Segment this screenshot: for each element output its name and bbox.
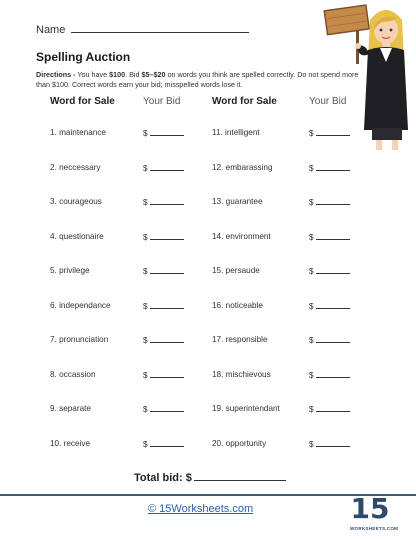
bid-field[interactable] xyxy=(309,197,350,207)
bid-line[interactable] xyxy=(150,266,184,274)
bid-line[interactable] xyxy=(150,163,184,171)
directions-text-1: You have xyxy=(77,70,108,79)
total-bid-label: Total bid: $ xyxy=(134,472,192,484)
bid-header-left: Your Bid xyxy=(143,96,181,107)
total-bid-line[interactable] xyxy=(194,471,286,481)
copyright-link[interactable]: © 15Worksheets.com xyxy=(148,503,254,515)
teacher-holding-sign-illustration xyxy=(320,0,416,150)
dollar-sign: $ xyxy=(309,198,314,207)
dollar-sign: $ xyxy=(309,336,314,345)
dollar-sign: $ xyxy=(143,129,148,138)
directions-range: $5–$20 xyxy=(141,70,166,79)
bid-field[interactable] xyxy=(143,232,184,242)
logo-text: WORKSHEETS.COM xyxy=(350,526,399,531)
bid-header-right: Your Bid xyxy=(309,96,347,107)
bid-field[interactable] xyxy=(143,197,184,207)
word-for-sale: 18. mischievous xyxy=(212,369,271,379)
word-for-sale: 5. privilege xyxy=(50,266,90,275)
bid-field[interactable] xyxy=(143,370,184,380)
bid-line[interactable] xyxy=(316,266,350,274)
dollar-sign: $ xyxy=(309,163,314,173)
bid-line[interactable] xyxy=(150,404,184,412)
bid-field[interactable] xyxy=(143,163,184,173)
dollar-sign: $ xyxy=(309,267,314,276)
bid-field[interactable] xyxy=(143,266,184,276)
word-for-sale: 8. occassion xyxy=(50,369,96,379)
directions-amount: $100 xyxy=(109,70,126,79)
bid-field[interactable] xyxy=(143,301,184,311)
page-title: Spelling Auction xyxy=(36,50,131,64)
dollar-sign: $ xyxy=(143,405,148,414)
bid-field[interactable] xyxy=(143,128,184,138)
bid-line[interactable] xyxy=(150,197,184,205)
word-for-sale: 16. noticeable xyxy=(212,300,263,310)
logo-number: 15 xyxy=(350,492,390,525)
word-for-sale: 1. maintenance xyxy=(50,128,106,137)
bid-line[interactable] xyxy=(150,301,184,309)
word-for-sale: 9. separate xyxy=(50,404,91,413)
word-for-sale: 19. superintendant xyxy=(212,404,280,413)
directions-text-2: . Bid xyxy=(125,70,140,79)
directions-text-3: on words you think are spelled correctly. Do not spend more than $100. Correct words earn your bid; misspelled words lose it. xyxy=(36,70,359,89)
word-for-sale: 3. courageous xyxy=(50,197,102,206)
dollar-sign: $ xyxy=(309,370,314,380)
bid-field[interactable] xyxy=(143,439,184,449)
word-for-sale: 10. receive xyxy=(50,438,91,448)
dollar-sign: $ xyxy=(143,232,148,242)
bid-line[interactable] xyxy=(150,335,184,343)
word-for-sale: 6. independance xyxy=(50,300,111,310)
word-header-left: Word for Sale xyxy=(50,96,115,107)
name-field-row xyxy=(36,22,249,36)
bid-line[interactable] xyxy=(316,163,350,171)
bid-field[interactable] xyxy=(309,163,350,173)
bid-field[interactable] xyxy=(309,370,350,380)
word-for-sale: 20. opportunity xyxy=(212,438,267,448)
bid-line[interactable] xyxy=(150,370,184,378)
bid-line[interactable] xyxy=(316,335,350,343)
word-for-sale: 17. responsible xyxy=(212,335,268,344)
bid-line[interactable] xyxy=(150,232,184,240)
dollar-sign: $ xyxy=(309,439,314,449)
dollar-sign: $ xyxy=(143,439,148,449)
word-for-sale: 4. questionaire xyxy=(50,231,104,241)
dollar-sign: $ xyxy=(143,336,148,345)
bid-line[interactable] xyxy=(316,439,350,447)
bid-line[interactable] xyxy=(316,197,350,205)
bid-line[interactable] xyxy=(316,404,350,412)
bid-field[interactable] xyxy=(309,301,350,311)
dollar-sign: $ xyxy=(143,370,148,380)
word-for-sale: 13. guarantee xyxy=(212,197,263,206)
word-for-sale: 2. neccessary xyxy=(50,162,101,172)
bid-field[interactable] xyxy=(309,404,350,414)
bid-field[interactable] xyxy=(309,335,350,345)
directions-label: Directions - xyxy=(36,70,76,79)
name-label: Name xyxy=(36,24,66,36)
bid-field[interactable] xyxy=(143,335,184,345)
bid-line[interactable] xyxy=(316,232,350,240)
dollar-sign: $ xyxy=(309,301,314,311)
bid-line[interactable] xyxy=(150,439,184,447)
bid-line[interactable] xyxy=(316,301,350,309)
word-for-sale: 14. environment xyxy=(212,231,271,241)
word-for-sale: 7. pronunciation xyxy=(50,335,109,344)
bid-line[interactable] xyxy=(316,370,350,378)
bid-field[interactable] xyxy=(309,266,350,276)
dollar-sign: $ xyxy=(309,129,314,138)
bid-field[interactable] xyxy=(309,439,350,449)
bid-field[interactable] xyxy=(309,232,350,242)
dollar-sign: $ xyxy=(143,301,148,311)
word-header-right: Word for Sale xyxy=(212,96,277,107)
bid-field[interactable] xyxy=(143,404,184,414)
worksheets-logo xyxy=(350,492,399,535)
dollar-sign: $ xyxy=(143,267,148,276)
dollar-sign: $ xyxy=(143,198,148,207)
total-bid xyxy=(134,471,286,484)
dollar-sign: $ xyxy=(143,163,148,173)
word-for-sale: 12. embarassing xyxy=(212,162,273,172)
bid-line[interactable] xyxy=(150,128,184,136)
dollar-sign: $ xyxy=(309,232,314,242)
word-for-sale: 15. persaude xyxy=(212,266,260,275)
word-for-sale: 11. intelligent xyxy=(212,128,260,137)
name-line[interactable] xyxy=(71,22,249,33)
dollar-sign: $ xyxy=(309,405,314,414)
